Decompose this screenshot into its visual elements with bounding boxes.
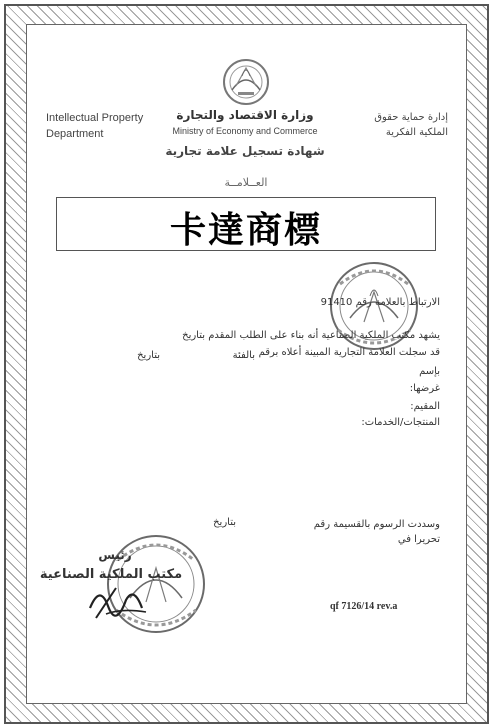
ministry-name-ar: وزارة الاقتصاد والتجارة (176, 108, 314, 122)
department-name-ar (330, 110, 448, 140)
mark-heading: العــلامــة (224, 176, 268, 189)
prior-mark-link: الارتباط بالعلامة رقم 91410 (320, 297, 440, 308)
fees-statement: وسددت الرسوم بالقسيمة رقم (313, 519, 440, 530)
attest-statement: يشهد مكتب الملكية الصناعية أنه بناء على الطلب المقدم بتاريخ (182, 330, 440, 341)
registration-date-label: بتاريخ (137, 350, 160, 361)
department-name-en (46, 110, 176, 142)
department-name-en-line1: Intellectual Property (46, 112, 144, 124)
trademark-text: 卡達商標 (169, 210, 322, 251)
signature-icon (86, 578, 156, 622)
ministry-emblem-icon (218, 56, 274, 108)
purpose-label: غرضها: (409, 383, 440, 394)
resident-label: المقيم: (410, 401, 440, 412)
ministry-name-en: Ministry of Economy and Commerce (172, 126, 318, 136)
signatory-office: مكتب الملكية الصناعية (39, 567, 183, 582)
trademark-box (56, 197, 436, 251)
fees-date-label: بتاريخ (213, 517, 236, 528)
class-label: بالفئة (232, 350, 255, 361)
form-code: qf 7126/14 rev.a (330, 601, 398, 612)
department-name-en-line2: Department (46, 128, 104, 140)
department-name-ar-line2: الملكية الفكرية (385, 127, 448, 138)
signatory-title: رئيس (98, 548, 132, 562)
goods-services-label: المنتجات/الخدمات: (361, 417, 440, 428)
owner-name-label: بإسم (419, 366, 440, 377)
certificate-title: شهادة تسجيل علامة تجارية (165, 144, 325, 158)
issued-on-label: تحريرا في (397, 534, 440, 545)
department-name-ar-line1: إدارة حماية حقوق (374, 112, 448, 123)
registration-statement: قد سجلت العلامة التجارية المبينة أعلاه برقم (258, 347, 440, 358)
